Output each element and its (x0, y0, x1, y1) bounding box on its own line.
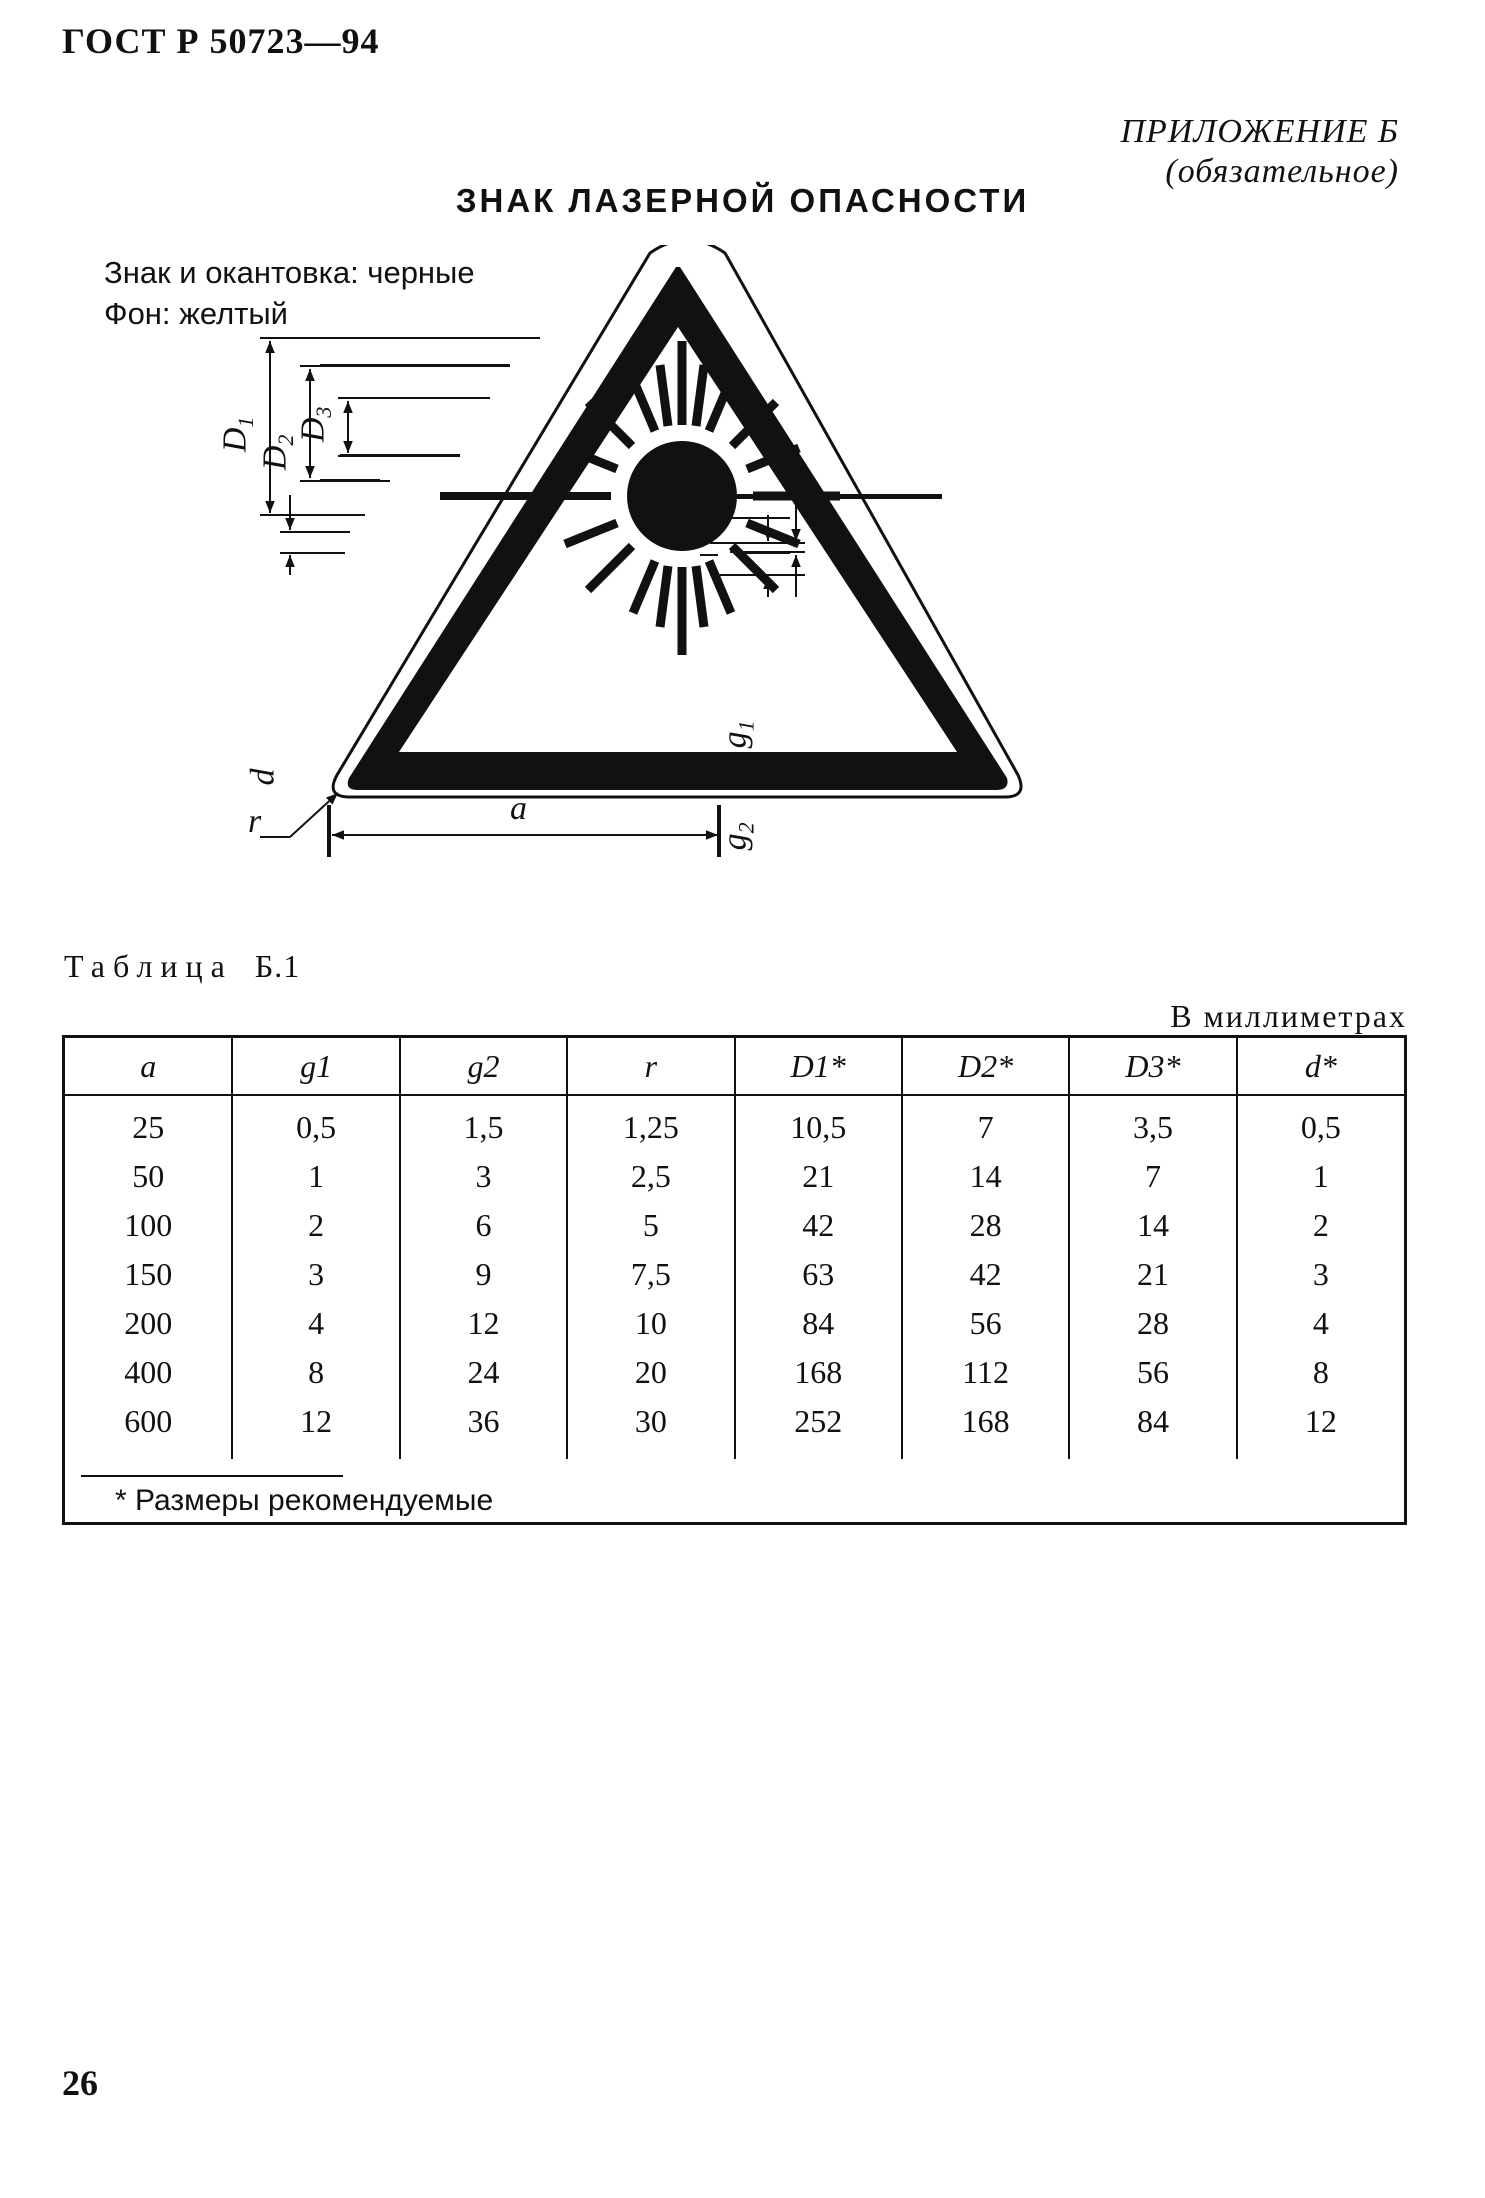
dim-label-d: d (244, 768, 282, 786)
table-cell: 2,5 (567, 1152, 734, 1201)
table-cell: 1 (232, 1152, 399, 1201)
table-row (65, 1095, 1404, 1152)
table-cell: 21 (735, 1152, 902, 1201)
table-row (65, 1348, 1404, 1397)
table-row (65, 1152, 1404, 1201)
table-caption (64, 948, 300, 985)
table-cell: 21 (1069, 1250, 1236, 1299)
table-cell: 252 (735, 1397, 902, 1459)
table-cell: 28 (1069, 1299, 1236, 1348)
table-cell: 200 (124, 1305, 173, 1341)
table-cell: 3 (400, 1152, 567, 1201)
table-cell: 42 (735, 1201, 902, 1250)
table-cell: 1,25 (567, 1095, 734, 1152)
table-cell: 0,5 (1237, 1095, 1404, 1152)
table-cell: 8 (232, 1348, 399, 1397)
column-header: D2* (902, 1038, 1069, 1095)
table-header-row (65, 1038, 1404, 1095)
table-cell: 10 (567, 1299, 734, 1348)
table-cell: 14 (902, 1152, 1069, 1201)
dim-label-a: a (510, 790, 527, 827)
table-cell: 2 (232, 1201, 399, 1250)
table-cell: 400 (124, 1354, 173, 1390)
table-cell: 10,5 (735, 1095, 902, 1152)
appendix-label (1120, 112, 1399, 192)
table-cell: 4 (1237, 1299, 1404, 1348)
table-cell: 42 (902, 1250, 1069, 1299)
dim-label-g1: $g_1$ (716, 720, 759, 749)
table-cell: 12 (232, 1397, 399, 1459)
table-cell: 14 (1069, 1201, 1236, 1250)
table-cell: 7 (1069, 1152, 1236, 1201)
table-cell: 168 (735, 1348, 902, 1397)
document-id: ГОСТ Р 50723—94 (62, 21, 380, 61)
table-cell: 56 (1069, 1348, 1236, 1397)
sign-color-note: Знак и окантовка: черные (104, 255, 475, 290)
table-cell: 0,5 (232, 1095, 399, 1152)
dim-label-D2: $D_2$ (256, 434, 299, 471)
column-header: g2 (400, 1038, 567, 1095)
table-cell: 20 (567, 1348, 734, 1397)
table-cell: 7,5 (567, 1250, 734, 1299)
column-header: g1 (232, 1038, 399, 1095)
table-row (65, 1201, 1404, 1250)
table-cell: 12 (1237, 1397, 1404, 1459)
table-cell: 6 (400, 1201, 567, 1250)
dim-label-D3: $D_3$ (294, 406, 337, 443)
table-cell: 25 (132, 1109, 165, 1145)
table-row (65, 1397, 1404, 1459)
dimensions-table-grid (65, 1038, 1404, 1459)
table-cell: 24 (400, 1348, 567, 1397)
page-title: ЗНАК ЛАЗЕРНОЙ ОПАСНОСТИ (455, 182, 1030, 219)
column-header: d* (1237, 1038, 1404, 1095)
table-row (65, 1250, 1404, 1299)
dim-label-r: r (248, 803, 262, 840)
table-cell: 56 (902, 1299, 1069, 1348)
table-cell: 9 (400, 1250, 567, 1299)
table-cell: 36 (400, 1397, 567, 1459)
column-header: r (567, 1038, 734, 1095)
table-cell: 84 (735, 1299, 902, 1348)
table-cell: 63 (735, 1250, 902, 1299)
dimension-lines-svg (256, 245, 1060, 865)
table-cell: 5 (567, 1201, 734, 1250)
table-cell: 3 (232, 1250, 399, 1299)
table-cell: 30 (567, 1397, 734, 1459)
table-cell: 7 (902, 1095, 1069, 1152)
table-footnote: * Размеры рекомендуемые (115, 1484, 494, 1517)
table-cell: 12 (400, 1299, 567, 1348)
table-cell: 1 (1237, 1152, 1404, 1201)
column-header: D1* (735, 1038, 902, 1095)
table-cell: 3,5 (1069, 1095, 1236, 1152)
column-header: a (65, 1038, 232, 1095)
table-cell: 100 (124, 1207, 173, 1243)
table-cell: 150 (124, 1256, 173, 1292)
table-cell: 84 (1069, 1397, 1236, 1459)
appendix-status: (обязательное) (1165, 153, 1399, 190)
appendix-title: ПРИЛОЖЕНИЕ Б (1120, 113, 1399, 150)
table-cell: 8 (1237, 1348, 1404, 1397)
table-cell: 50 (132, 1158, 165, 1194)
table-cell: 28 (902, 1201, 1069, 1250)
table-number: Б.1 (254, 948, 301, 984)
background-color-note: Фон: желтый (104, 296, 288, 331)
table-cell: 168 (902, 1397, 1069, 1459)
table-cell: 4 (232, 1299, 399, 1348)
dim-label-D1: $D_1$ (216, 416, 259, 453)
table-caption-word: Таблица (64, 948, 233, 984)
table-cell: 2 (1237, 1201, 1404, 1250)
column-header: D3* (1069, 1038, 1236, 1095)
dimensions-table (62, 1035, 1407, 1525)
table-row (65, 1299, 1404, 1348)
page-number: 26 (62, 2063, 98, 2103)
table-units: В миллиметрах (1170, 998, 1407, 1034)
table-cell: 3 (1237, 1250, 1404, 1299)
footnote-rule (81, 1475, 343, 1477)
dim-label-g2: $g_2$ (716, 822, 759, 851)
table-cell: 1,5 (400, 1095, 567, 1152)
table-cell: 112 (902, 1348, 1069, 1397)
table-cell: 600 (124, 1403, 173, 1439)
